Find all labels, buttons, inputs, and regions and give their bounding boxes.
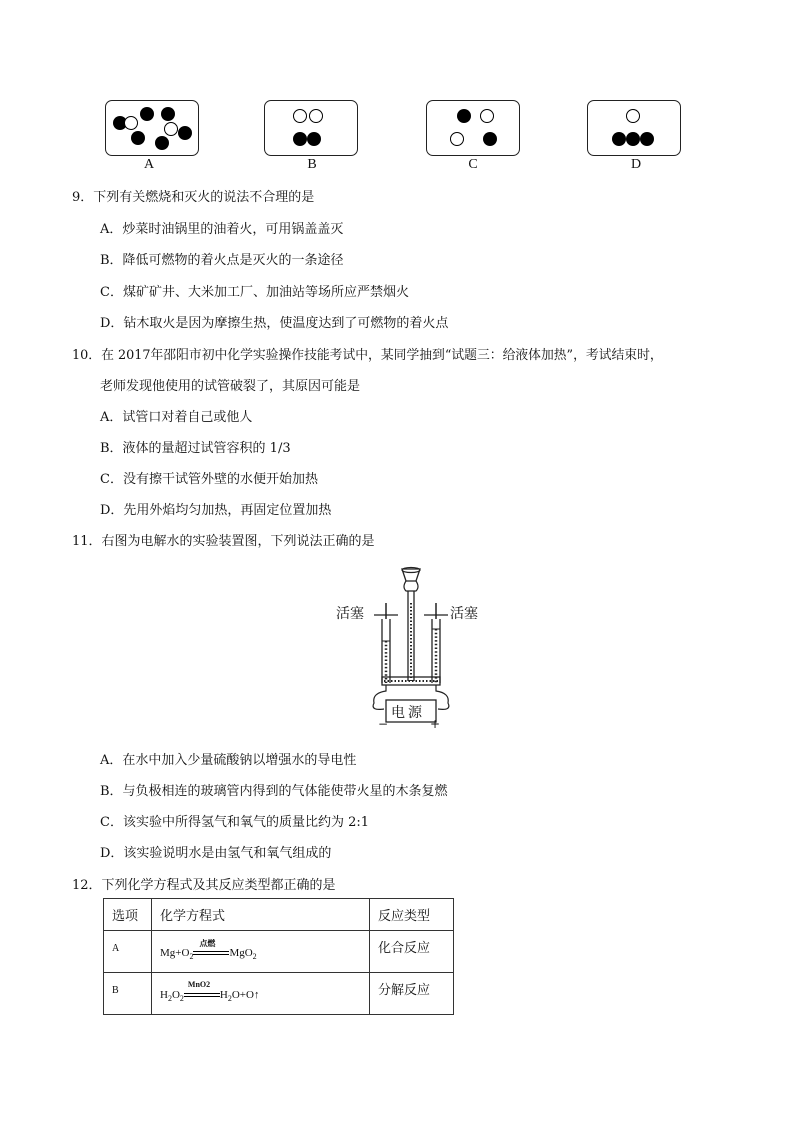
q9-option-b: B．降低可燃物的着火点是灭火的一条途径 xyxy=(100,253,344,268)
particle xyxy=(612,132,626,146)
negative-terminal: − xyxy=(378,717,389,731)
box-b-label: B xyxy=(307,157,317,172)
condition: MnO2 xyxy=(187,980,211,990)
particle xyxy=(450,132,464,146)
q10-option-d: D．先用外焰均匀加热，再固定位置加热 xyxy=(100,503,332,518)
particle xyxy=(626,132,640,146)
row-b-equation xyxy=(152,973,370,1015)
particle xyxy=(155,136,169,150)
row-a-option: A xyxy=(104,931,152,973)
reactants: Mg+O xyxy=(160,947,190,959)
row-b-option: B xyxy=(104,973,152,1015)
box-a-label: A xyxy=(143,157,155,172)
particle xyxy=(293,132,307,146)
reaction-arrow xyxy=(193,939,229,958)
box-c xyxy=(426,100,520,156)
subscript: 2 xyxy=(179,994,184,1004)
q12-stem: 12．下列化学方程式及其反应类型都正确的是 xyxy=(72,878,336,893)
subscript: 2 xyxy=(189,952,194,962)
particle xyxy=(307,132,321,146)
row-a-type: 化合反应 xyxy=(370,931,454,973)
particle xyxy=(178,126,192,140)
positive-terminal: + xyxy=(430,717,441,731)
q11-stem: 11．右图为电解水的实验装置图，下列说法正确的是 xyxy=(72,534,375,549)
q11-option-a: A．在水中加入少量硫酸钠以增强水的导电性 xyxy=(100,753,357,768)
q11-option-b: B．与负极相连的玻璃管内得到的气体能使带火星的木条复燃 xyxy=(100,784,448,799)
q11-option-d: D．该实验说明水是由氢气和氧气组成的 xyxy=(100,846,332,861)
particle xyxy=(164,122,178,136)
subscript: 2 xyxy=(227,994,232,1004)
box-b xyxy=(264,100,358,156)
reactants: H xyxy=(160,989,168,1001)
row-b-type: 分解反应 xyxy=(370,973,454,1015)
q10-option-c: C．没有擦干试管外壁的水便开始加热 xyxy=(100,472,318,487)
table-row xyxy=(104,931,454,973)
table-header-row xyxy=(104,899,454,931)
q9-option-d: D．钻木取火是因为摩擦生热，使温度达到了可燃物的着火点 xyxy=(100,316,449,331)
condition: 点燃 xyxy=(199,939,216,949)
q10-option-b: B．液体的量超过试管容积的 1/3 xyxy=(100,441,291,456)
reaction-arrow xyxy=(184,980,220,1000)
q9-stem: 9．下列有关燃烧和灭火的说法不合理的是 xyxy=(72,190,315,205)
q10-option-a: A．试管口对着自己或他人 xyxy=(100,410,253,425)
header-option: 选项 xyxy=(104,899,152,931)
q9-option-a: A．炒菜时油锅里的油着火，可用锅盖盖灭 xyxy=(100,222,344,237)
equation-a xyxy=(160,939,257,962)
subscript: 2 xyxy=(167,994,172,1004)
particle xyxy=(309,109,323,123)
particle xyxy=(293,109,307,123)
product: H xyxy=(219,989,228,1001)
product: MgO xyxy=(229,947,253,959)
particle xyxy=(161,107,175,121)
particle xyxy=(480,109,494,123)
particle xyxy=(131,131,145,145)
stopcock-label-left: 活塞 xyxy=(336,606,364,622)
header-type: 反应类型 xyxy=(370,899,454,931)
reactants-part: O xyxy=(171,989,180,1001)
particle xyxy=(626,109,640,123)
particle xyxy=(640,132,654,146)
product-part: O+O↑ xyxy=(231,989,260,1001)
stopcock-label-right: 活塞 xyxy=(450,606,478,622)
q9-option-c: C．煤矿矿井、大米加工厂、加油站等场所应严禁烟火 xyxy=(100,285,409,300)
particle xyxy=(124,116,138,130)
q10-stem-line2: 老师发现他使用的试管破裂了，其原因可能是 xyxy=(100,379,361,394)
box-c-label: C xyxy=(468,157,478,172)
box-d xyxy=(587,100,681,156)
electrolysis-apparatus xyxy=(330,563,490,733)
box-a xyxy=(105,100,199,156)
power-supply-label: 电源 xyxy=(391,705,425,721)
table-row xyxy=(104,973,454,1015)
q10-stem-line1: 10．在 2017年邵阳市初中化学实验操作技能考试中，某同学抽到“试题三：给液体加热”，考试结束时， xyxy=(72,348,663,363)
particle xyxy=(140,107,154,121)
box-d-label: D xyxy=(630,157,642,172)
equation-b xyxy=(160,980,260,1004)
equation-table xyxy=(103,898,454,1015)
particle xyxy=(457,109,471,123)
subscript: 2 xyxy=(252,952,257,962)
q11-option-c: C．该实验中所得氢气和氧气的质量比约为 2:1 xyxy=(100,815,370,830)
particle xyxy=(483,132,497,146)
header-equation: 化学方程式 xyxy=(152,899,370,931)
row-a-equation xyxy=(152,931,370,973)
